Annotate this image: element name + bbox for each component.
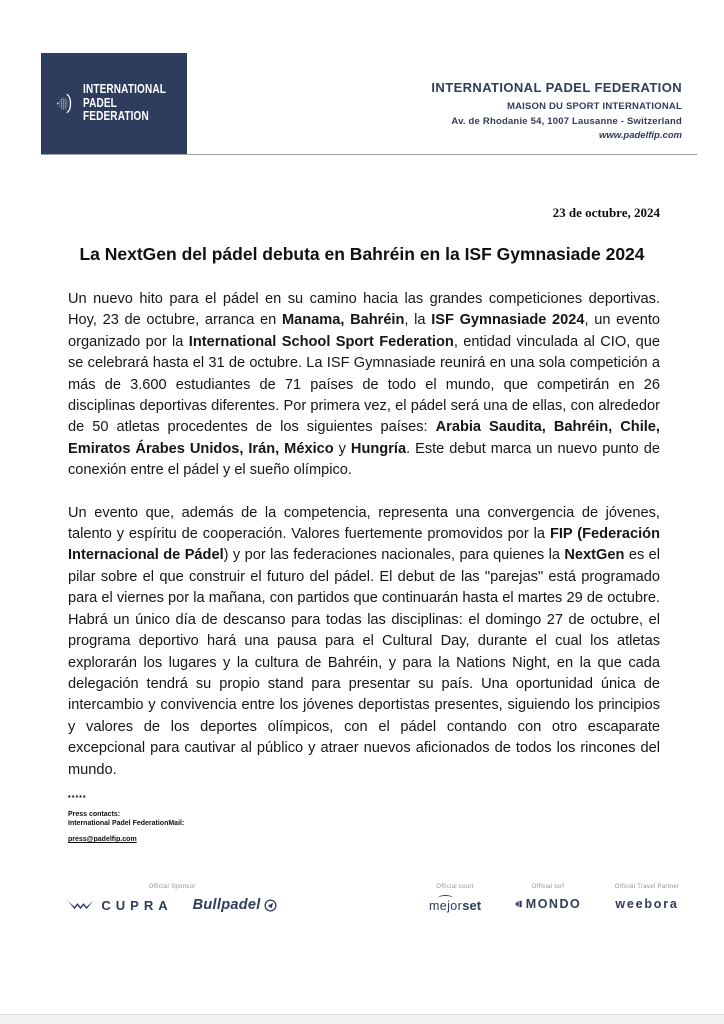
bullpadel-wordmark: Bullpadel <box>192 897 261 913</box>
text-run: , la <box>404 312 432 329</box>
mejorset-wordmark-light: mejor <box>428 899 463 913</box>
press-contacts-label: Press contacts: <box>68 811 121 818</box>
padel-racket-icon <box>57 80 74 127</box>
text-run-bold: International School Sport Federation <box>188 333 454 350</box>
fip-logo-text <box>83 83 166 124</box>
paragraph-1 <box>68 289 660 482</box>
text-run-bold: ISF Gymnasiade 2024 <box>431 312 585 329</box>
bullpadel-emblem-icon <box>264 899 277 912</box>
text-run: . Este debut marca un nuevo punto de conexión entre el pádel y el sueño olímpico. <box>68 440 660 479</box>
header-rule <box>41 154 697 155</box>
sponsor-label-travel: Official Travel Partner <box>614 884 680 890</box>
mejorset-logo <box>429 898 481 913</box>
text-run-bold: Hungría <box>350 440 407 457</box>
text-run-bold: Arabia Saudita, Bahréin, Chile, Emiratos Árabes Unidos, Irán, México <box>68 419 660 457</box>
mejorset-wordmark-bold: set <box>462 898 482 913</box>
cupra-logo <box>67 898 172 913</box>
text-run-bold: Manama, Bahréin <box>281 312 405 329</box>
press-stars: ***** <box>68 795 87 802</box>
sponsor-label-turf: Official turf <box>531 884 565 890</box>
sponsor-group-court <box>406 884 504 915</box>
text-run-bold: NextGen <box>564 547 625 564</box>
fip-logo-line3: FEDERATION <box>83 109 150 124</box>
mondo-symbol-icon <box>515 900 523 908</box>
text-run: Un nuevo hito para el pádel en su camino hacia las grandes competiciones deportivas. Hoy, 23 de octubre, arranca en <box>68 291 660 329</box>
mondo-logo <box>500 897 596 911</box>
sponsor-group-turf <box>500 884 596 911</box>
press-email-link[interactable]: press@padelfip.com <box>68 836 137 843</box>
article-body <box>68 289 660 802</box>
bullpadel-logo <box>193 897 277 913</box>
header-website-link[interactable]: www.padelfip.com <box>598 130 682 141</box>
cupra-logo-icon <box>67 900 94 910</box>
text-run-bold: FIP (Federación Internacional de Pádel <box>68 526 660 564</box>
sponsor-label-court: Official court <box>436 884 474 890</box>
fip-logo-line1: INTERNATIONAL <box>83 82 167 97</box>
text-run: Un evento que, además de la competencia, representa una convergencia de jóvenes, talento y espíritu de cooperación. Valores fuertemente promovidos por la <box>68 504 660 543</box>
document-date: 23 de octubre, 2024 <box>552 205 660 220</box>
sponsor-label-official: Official Sponsor <box>148 884 196 890</box>
header-org-name: INTERNATIONAL PADEL FEDERATION <box>431 80 682 95</box>
text-run: ) y por las federaciones nacionales, para quienes la <box>223 547 565 564</box>
weebora-logo: weebora <box>615 897 679 911</box>
header-address-line2: Av. de Rhodanie 54, 1007 Lausanne - Switzerland <box>451 115 682 127</box>
page-bottom-edge <box>0 1014 724 1024</box>
text-run: , un evento organizado por la <box>68 312 660 350</box>
mondo-wordmark: MONDO <box>525 897 582 911</box>
text-run: , entidad vinculada al CIO, que se celebrará hasta el 31 de octubre. La ISF Gymnasiade reunirá en una sola competición a más de 3.600 estudiantes de 71 países de todo el mundo, que competirán en 26 disciplinas deportivas diferentes. Por primera vez, el pádel será una de ellas, con alrededor de 50 atletas procedentes de los siguientes países: <box>68 333 660 436</box>
text-run: y <box>333 440 351 457</box>
text-run: es el pilar sobre el que construir el futuro del pádel. El debut de las "parejas" está programado para el viernes por la mañana, con partidos que continuarán hasta el martes 29 de octubre. Habrá un único día de descanso para todas las disciplinas: el domingo 27 de octubre, el programa deportivo hará una pausa para el Cultural Day, durante el cual los atletas explorarán los lugares y la cultura de Bahréin, y para la Nations Night, en la que cada delegación tendrá su propio stand para presentar su país. Una oportunidad única de intercambio y convivencia entre los jóvenes deportistas presentes, siguiendo los principios y valores de los deportes olímpicos, con el pádel contando con otro escaparate excepcional para cautivar al público y atraer nuevos aficionados de todos los rincones del mundo. <box>68 547 661 778</box>
fip-logo-line2: PADEL <box>83 95 118 110</box>
press-contacts-org: International Padel FederationMail: <box>68 819 185 827</box>
header-address-line1: MAISON DU SPORT INTERNATIONAL <box>506 101 682 112</box>
sponsor-group-official <box>56 884 288 913</box>
press-contacts <box>68 795 184 846</box>
cupra-wordmark: CUPRA <box>101 897 173 913</box>
page-title: La NextGen del pádel debuta en Bahréin en la ISF Gymnasiade 2024 <box>79 244 645 264</box>
sponsor-group-travel <box>596 884 698 911</box>
paragraph-2 <box>68 503 660 781</box>
official-sponsor-brands <box>56 897 288 913</box>
fip-logo-block <box>41 53 187 154</box>
mejorset-accent <box>438 895 453 901</box>
letterhead-address-block <box>431 80 682 144</box>
